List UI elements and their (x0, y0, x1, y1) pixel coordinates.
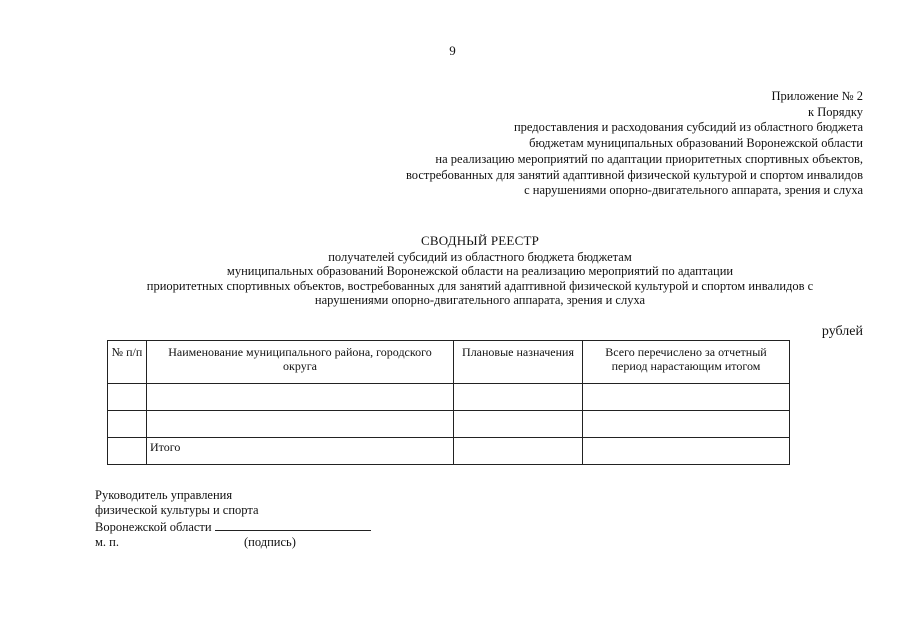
signature-line-3 (95, 519, 371, 535)
appendix-line: с нарушениями опорно-двигательного аппарата, зрения и слуха (524, 183, 863, 198)
title-line: нарушениями опорно-двигательного аппарата, зрения и слуха (314, 293, 646, 308)
signature-line-1: Руководитель управления (95, 488, 233, 502)
document-title-block (95, 234, 865, 308)
table-total-row (108, 438, 790, 465)
total-label: Итого (147, 438, 454, 465)
signature-underline (215, 519, 371, 531)
currency-label: рублей (821, 324, 863, 339)
table-cell (147, 384, 454, 411)
appendix-line: Приложение № 2 (771, 89, 863, 103)
appendix-line: к Порядку (808, 104, 863, 119)
table-row (108, 384, 790, 411)
header-plan: Плановые назначения (454, 341, 583, 384)
appendix-header (406, 89, 863, 199)
title-line: приоритетных спортивных объектов, востребованных для занятий адаптивной физической культурой и спортом инвалидов с (146, 278, 814, 293)
table-cell (583, 438, 790, 465)
table-cell (147, 411, 454, 438)
table-header-row (108, 341, 790, 384)
table-cell (454, 411, 583, 438)
appendix-line: на реализацию мероприятий по адаптации приоритетных спортивных объектов, (435, 151, 863, 166)
document-title: СВОДНЫЙ РЕЕСТР (420, 233, 540, 248)
table-cell (108, 411, 147, 438)
table-cell (583, 384, 790, 411)
table-cell (108, 384, 147, 411)
header-num: № п/п (108, 341, 147, 384)
stamp-label: м. п. (95, 534, 119, 549)
table-cell (454, 438, 583, 465)
title-line: муниципальных образований Воронежской области на реализацию мероприятий по адаптации (226, 264, 734, 279)
table-cell (454, 384, 583, 411)
appendix-line: бюджетам муниципальных образований Воронежской области (529, 136, 863, 151)
page-number: 9 (449, 43, 456, 58)
header-name: Наименование муниципального района, городского округа (147, 341, 454, 384)
table-cell (108, 438, 147, 465)
header-total: Всего перечислено за отчетный период нарастающим итогом (583, 341, 790, 384)
signature-line-2: физической культуры и спорта (95, 503, 259, 518)
table-cell (583, 411, 790, 438)
signature-block (95, 488, 371, 550)
appendix-line: востребованных для занятий адаптивной физической культурой и спортом инвалидов (405, 167, 863, 182)
stamp-row (95, 535, 371, 550)
signature-region: Воронежской области (95, 519, 212, 534)
signature-hint: (подпись) (243, 534, 296, 549)
appendix-line: предоставления и расходования субсидий из областного бюджета (513, 120, 863, 135)
table-row (108, 411, 790, 438)
title-line: получателей субсидий из областного бюджета бюджетам (328, 249, 632, 264)
registry-table (107, 340, 790, 465)
